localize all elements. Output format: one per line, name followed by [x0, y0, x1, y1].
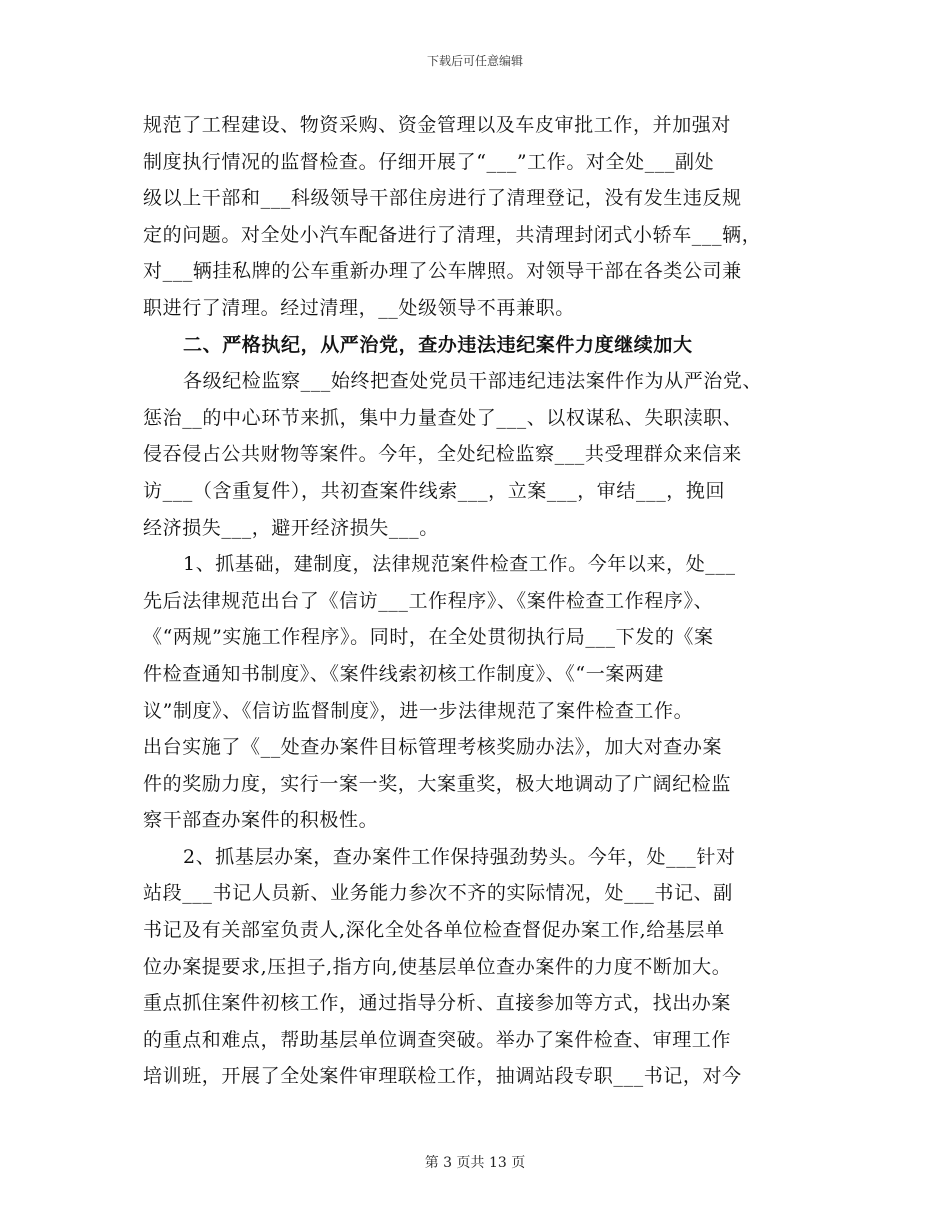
text-line: 书记及有关部室负责人,深化全处各单位检查督促办案工作,给基层单	[143, 919, 725, 942]
text-line: 级以上干部和___科级领导干部住房进行了清理登记，没有发生违反规	[143, 187, 742, 210]
section-heading: 二、严格执纪，从严治党，查办违法违纪案件力度继续加大	[183, 333, 693, 356]
text-line: 定的问题。对全处小汽车配备进行了清理，共清理封闭式小轿车___辆，	[143, 223, 762, 246]
text-line: 《“两规”实施工作程序》。同时，在全处贯彻执行局___下发的《案	[143, 626, 714, 649]
text-line: 议”制度》、《信访监督制度》，进一步法律规范了案件检查工作。	[143, 699, 694, 722]
text-line: 站段___书记人员新、业务能力参次不齐的实际情况，处___书记、副	[143, 882, 733, 905]
text-line: 件检查通知书制度》、《案件线索初核工作制度》、《“一案两建	[143, 662, 665, 685]
paragraph-first-line: 2、抓基层办案，查办案件工作保持强劲势头。今年，处___针对	[183, 845, 736, 868]
text-line: 访___（含重复件），共初查案件线索___，立案___，审结___，挽回	[143, 479, 726, 502]
text-line: 经济损失___，避开经济损失___。	[143, 516, 439, 539]
text-line: 重点抓住案件初核工作，通过指导分析、直接参加等方式，找出办案	[143, 992, 732, 1015]
text-line: 件的奖励力度，实行一案一奖，大案重奖，极大地调动了广阔纪检监	[143, 772, 732, 795]
text-line: 位办案提要求,压担子,指方向,使基层单位查办案件的力度不断加大。	[143, 955, 732, 978]
text-line: 出台实施了《__处查办案件目标管理考核奖励办法》，加大对查办案	[143, 736, 723, 759]
page-number: 第 3 页共 13 页	[424, 1155, 526, 1171]
text-line: 制度执行情况的监督检查。仔细开展了“___”工作。对全处___副处	[143, 150, 715, 173]
text-line: 培训班，开展了全处案件审理联检工作，抽调站段专职___书记，对今	[143, 1065, 742, 1088]
text-line: 对___辆挂私牌的公车重新办理了公车牌照。对领导干部在各类公司兼	[143, 260, 742, 283]
text-line: 的重点和难点，帮助基层单位调查突破。举办了案件检查、审理工作	[143, 1028, 732, 1051]
text-line: 侵吞侵占公共财物等案件。今年，全处纪检监察___共受理群众来信来	[143, 443, 742, 466]
paragraph-first-line: 各级纪检监察___始终把查处党员干部违纪违法案件作为从严治党、	[183, 370, 763, 393]
text-line: 惩治__的中心环节来抓，集中力量查处了___、以权谋私、失职渎职、	[143, 406, 743, 429]
document-body	[143, 107, 823, 1095]
text-line: 职进行了清理。经过清理，__处级领导不再兼职。	[143, 296, 575, 319]
text-line: 先后法律规范出台了《信访___工作程序》、《案件检查工作程序》、	[143, 589, 714, 612]
text-line: 规范了工程建设、物资采购、资金管理以及车皮审批工作，并加强对	[143, 114, 732, 136]
page-header: 下载后可任意编辑	[426, 54, 523, 68]
text-line: 察干部查办案件的积极性。	[143, 809, 379, 832]
paragraph-first-line: 1、抓基础，建制度，法律规范案件检查工作。今年以来，处___	[183, 553, 736, 576]
